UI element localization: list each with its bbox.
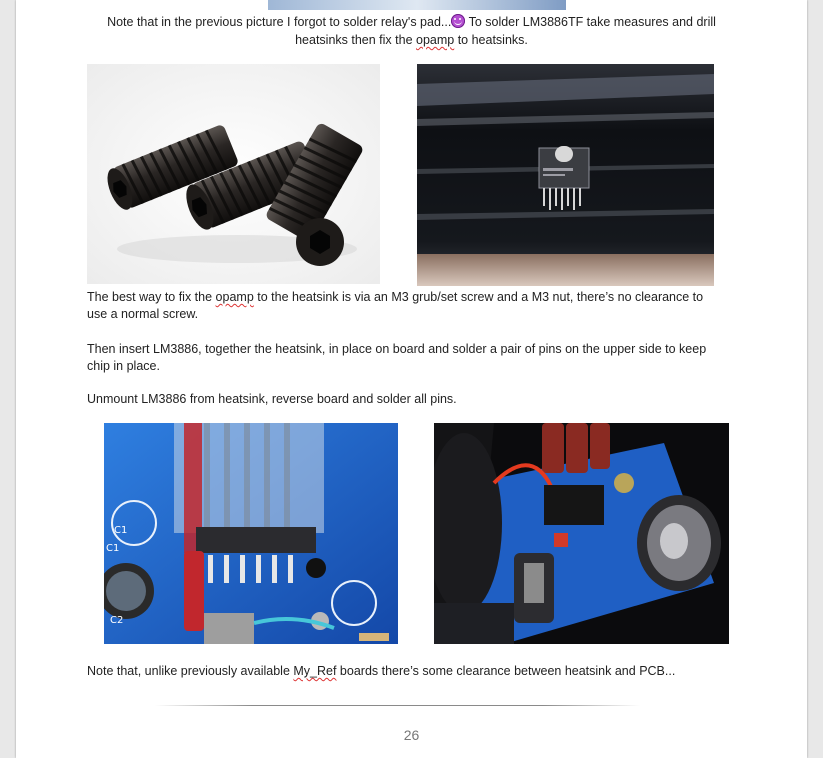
spelling-flag-myref: My_Ref <box>293 664 337 678</box>
top-photo-strip <box>268 0 566 10</box>
footer-divider <box>155 705 640 706</box>
smiley-emoji-icon <box>451 14 465 28</box>
paragraph-fix-opamp-line-1 <box>87 289 767 306</box>
intro-line-1-part-a: Note that in the previous picture I forgot to solder relay's pad... <box>107 15 452 29</box>
clearance-note-part-a: Note that, unlike previously available <box>87 664 294 678</box>
fix-opamp-part-a: The best way to fix the <box>87 290 216 304</box>
pcb-closeup-photo <box>104 423 398 644</box>
paragraph-unmount: Unmount LM3886 from heatsink, reverse board and solder all pins. <box>87 392 457 406</box>
fix-opamp-part-b: to the heatsink is via an M3 grub/set screw and a M3 nut, there’s no clearance to <box>253 290 704 304</box>
grub-screws-photo <box>87 64 380 284</box>
spelling-flag-opamp-2: opamp <box>215 290 254 304</box>
page-number: 26 <box>403 727 420 743</box>
intro-line-2 <box>16 32 807 49</box>
intro-line-1 <box>16 14 807 31</box>
paragraph-insert-line-1: Then insert LM3886, together the heatsink, in place on board and solder a pair of pins on the upper side to keep <box>87 342 707 356</box>
paragraph-insert-chip <box>87 341 787 375</box>
paragraph-insert-line-2: chip in place. <box>87 359 160 373</box>
spelling-flag-opamp: opamp <box>416 33 455 47</box>
heatsink-chip-photo <box>417 64 714 286</box>
paragraph-fix-opamp-line-2: use a normal screw. <box>87 307 199 321</box>
intro-line-2-part-a: heatsinks then fix the <box>295 33 416 47</box>
clearance-note-part-b: boards there’s some clearance between heatsink and PCB... <box>336 664 676 678</box>
svg-text:C1: C1 <box>114 525 128 536</box>
intro-line-2-part-b: to heatsinks. <box>454 33 528 47</box>
paragraph-fix-opamp <box>87 289 767 323</box>
paragraph-clearance-note <box>87 663 787 680</box>
svg-text:C2: C2 <box>110 615 124 626</box>
intro-line-1-part-b: To solder LM3886TF take measures and drill <box>465 15 716 29</box>
assembled-amp-photo <box>434 423 729 644</box>
svg-text:C1: C1 <box>106 543 120 554</box>
